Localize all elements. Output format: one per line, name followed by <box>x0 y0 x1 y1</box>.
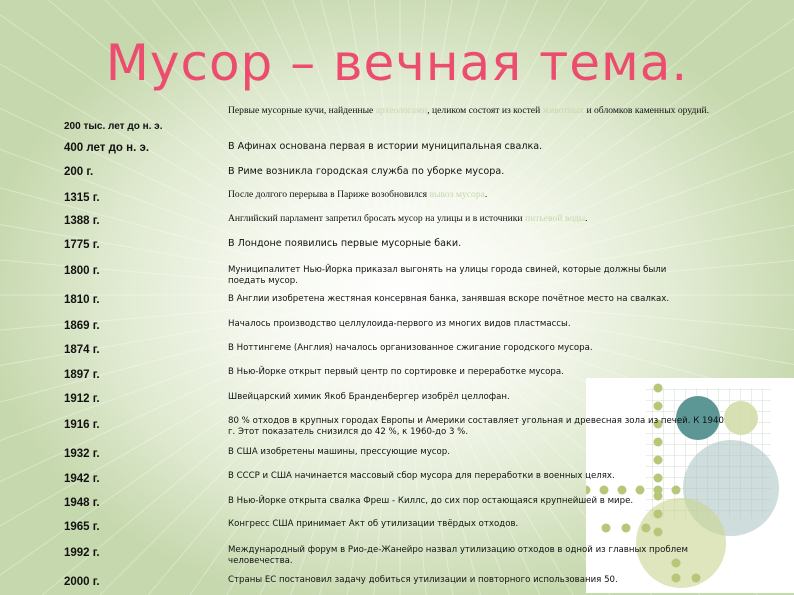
row-year: 400 лет до н. э. <box>64 142 150 154</box>
row-year: 1869 г. <box>64 320 100 332</box>
event-text: После долгого перерыва в Париже возобновился <box>228 189 430 200</box>
row-year: 2000 г. <box>64 576 100 588</box>
row-year: 1948 г. <box>64 497 100 509</box>
event-link[interactable]: животных <box>542 105 585 116</box>
row-event: В СССР и США начинается массовый сбор мусора для переработки в военных целях. <box>228 471 615 481</box>
row-year: 1916 г. <box>64 419 100 431</box>
row-year: 1775 г. <box>64 239 100 251</box>
row-event <box>228 213 738 225</box>
event-link[interactable]: питьевой воды <box>524 213 586 224</box>
event-text: . <box>585 213 588 224</box>
row-event: В Риме возникла городская служба по уборке мусора. <box>228 166 505 177</box>
event-text: , целиком состоят из костей <box>427 105 543 116</box>
row-year: 1912 г. <box>64 393 100 405</box>
row-year: 1992 г. <box>64 547 100 559</box>
row-event <box>228 189 738 201</box>
row-event <box>228 105 718 117</box>
row-year: 1388 г. <box>64 215 100 227</box>
event-link[interactable]: вывоз мусора <box>429 189 485 200</box>
row-year: 1810 г. <box>64 294 100 306</box>
row-year: 1942 г. <box>64 473 100 485</box>
row-event: Швейцарский химик Якоб Бранденбергер изобрёл целлофан. <box>228 392 510 402</box>
event-text: . <box>484 189 488 200</box>
row-year: 1897 г. <box>64 369 100 381</box>
event-link[interactable]: археологами <box>375 105 428 116</box>
row-event: Международный форум в Рио-де-Жанейро назвал утилизацию отходов в одной из главных проблем человечества. <box>228 545 688 566</box>
row-event: В Афинах основана первая в истории муниципальная свалка. <box>228 141 543 152</box>
row-event: В США изобретены машины, прессующие мусор. <box>228 447 450 457</box>
row-event: Конгресс США принимает Акт об утилизации твёрдых отходов. <box>228 519 519 529</box>
event-text: Первые мусорные кучи, найденные <box>228 105 376 116</box>
row-event: Муниципалитет Нью-Йорка приказал выгонять на улицы города свиней, которые должны были поедать мусор. <box>228 265 667 286</box>
row-year: 1800 г. <box>64 265 100 277</box>
row-event: В Нью-Йорке открыта свалка Фреш - Киллс, до сих пор остающаяся крупнейшей в мире. <box>228 496 634 506</box>
row-event: В Лондоне появились первые мусорные баки. <box>228 238 462 249</box>
row-event: 80 % отходов в крупных городах Европы и Америки составляет угольная и древесная зола из печей. К 1940 г. Этот показатель снизился до 42 %, к 1960-до 3 %. <box>228 416 724 437</box>
row-year: 1315 г. <box>64 192 100 204</box>
event-text: и обломков каменных орудий. <box>584 105 710 116</box>
row-event: В Англии изобретена жестяная консервная банка, занявшая вскоре почётное место на свалках. <box>228 294 670 304</box>
row-year: 200 тыс. лет до н. э. <box>64 121 163 132</box>
row-year: 200 г. <box>64 166 94 178</box>
row-year: 1932 г. <box>64 448 100 460</box>
row-event: Страны ЕС постановил задачу добиться утилизации и повторного использования 50. <box>228 575 618 585</box>
row-event: Началось производство целлулоида-первого из многих видов пластмассы. <box>228 319 571 329</box>
row-year: 1874 г. <box>64 344 100 356</box>
row-event: В Ноттингеме (Англия) началось организованное сжигание городского мусора. <box>228 343 593 353</box>
event-text: Английский парламент запретил бросать мусор на улицы и в источники <box>228 213 525 224</box>
row-event: В Нью-Йорке открыт первый центр по сортировке и переработке мусора. <box>228 367 564 377</box>
slide-title: Мусор – вечная тема. <box>105 34 689 92</box>
row-year: 1965 г. <box>64 521 100 533</box>
